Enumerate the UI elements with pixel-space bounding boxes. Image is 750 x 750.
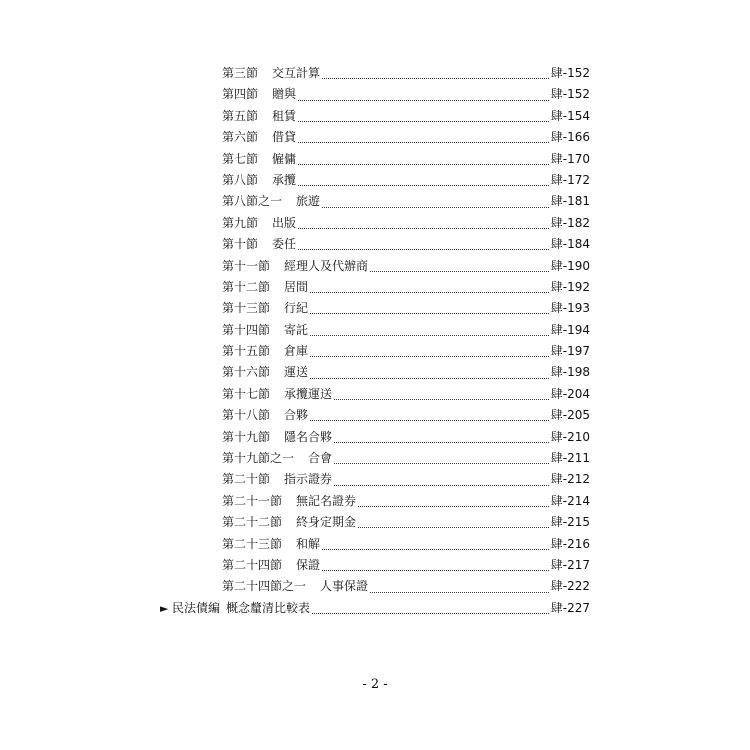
toc-entry-page: 肆-216 [550,536,590,551]
toc-entry[interactable] [160,106,590,127]
toc-entry-page: 肆-193 [550,301,590,316]
toc-entry[interactable] [160,213,590,234]
toc-entry-label: 第二十四節 [222,557,283,572]
toc-entry-page: 肆-152 [550,66,590,80]
dot-leader [322,549,549,550]
toc-entry-title: 僱傭 [272,151,297,166]
toc-entry-page: 肆-190 [550,258,590,273]
toc-entry-title: 保證 [296,557,321,572]
toc-entry[interactable] [160,491,590,512]
toc-entry[interactable] [160,555,590,576]
toc-entry-title: 寄託 [284,322,309,337]
toc-entry[interactable] [160,384,590,405]
toc-entry-label: 第四節 [222,87,259,102]
toc-entry-label: 第二十一節 [222,493,283,508]
toc-entry-title: 合會 [308,451,333,466]
toc-entry-title: 借貸 [272,130,297,145]
toc-entry[interactable] [160,63,590,84]
toc-entry-title: 倉庫 [284,344,309,359]
toc-list [160,63,590,598]
toc-entry[interactable] [160,84,590,105]
toc-entry-title: 經理人及代辦商 [284,258,369,273]
dot-leader [310,335,549,336]
dot-leader [334,485,549,486]
toc-entry-label: 第十節 [222,237,259,252]
toc-entry-label: 第二十二節 [222,515,283,530]
dot-leader [334,442,549,443]
dot-leader [310,356,549,357]
toc-entry-title: 概念釐清比較表 [226,600,311,615]
toc-entry-title: 委任 [272,237,297,252]
dot-leader [334,463,549,464]
toc-entry-page: 肆-204 [550,386,590,401]
toc-entry-label: 第十七節 [222,386,271,401]
toc-entry-label: 第十九節之一 [222,451,295,466]
toc-entry-title: 指示證券 [284,472,333,487]
toc-entry-title: 居間 [284,279,309,294]
table-of-contents [160,63,590,619]
toc-entry[interactable] [160,448,590,469]
toc-entry-title: 行紀 [284,301,309,316]
toc-entry-page: 肆-222 [550,579,590,594]
dot-leader [358,506,549,507]
toc-entry[interactable] [160,405,590,426]
dot-leader [310,313,549,314]
toc-entry-label: 第十四節 [222,322,271,337]
toc-entry-title: 旅遊 [296,194,321,209]
toc-entry[interactable] [160,427,590,448]
toc-entry-label: 第八節之一 [222,194,283,209]
toc-entry-label: 第十三節 [222,301,271,316]
toc-entry-page: 肆-211 [550,451,590,466]
toc-entry-page: 肆-214 [550,493,590,508]
toc-entry-title: 隱名合夥 [284,429,333,444]
toc-entry[interactable] [160,127,590,148]
toc-entry-page: 肆-182 [550,215,590,230]
toc-entry-label: 第六節 [222,130,259,145]
toc-entry[interactable] [160,362,590,383]
toc-entry-title: 無記名證券 [296,493,357,508]
dot-leader [310,420,549,421]
toc-entry-label: 第十六節 [222,365,271,380]
dot-leader [322,78,549,79]
toc-entry-label: 民法債編 [172,600,221,615]
dot-leader [298,185,549,186]
toc-entry[interactable] [160,170,590,191]
page-number: - 2 - [362,677,388,692]
dot-leader [298,164,549,165]
dot-leader [298,249,549,250]
toc-entry-page: 肆-152 [550,87,590,102]
toc-entry[interactable] [160,320,590,341]
dot-leader [334,399,549,400]
toc-entry-title: 出版 [272,215,297,230]
toc-entry-title: 租賃 [272,108,297,123]
toc-entry-page: 肆-198 [550,365,590,380]
toc-entry[interactable] [160,191,590,212]
dot-leader [358,527,549,528]
dot-leader [322,207,549,208]
toc-entry-label: 第二十節 [222,472,271,487]
toc-entry[interactable] [160,277,590,298]
dot-leader [298,228,549,229]
toc-entry-label: 第二十四節之一 [222,579,307,594]
toc-entry-title: 和解 [296,536,321,551]
toc-entry-label: 第十二節 [222,279,271,294]
toc-entry-label: 第十八節 [222,408,271,423]
toc-entry-title: 贈與 [272,87,297,102]
toc-entry-page: 肆-166 [550,130,590,145]
toc-entry-label: 第十五節 [222,344,271,359]
toc-entry-page: 肆-197 [550,344,590,359]
dot-leader [370,592,549,593]
toc-entry-page: 肆-184 [550,237,590,252]
toc-entry[interactable] [160,512,590,533]
toc-entry[interactable] [160,534,590,555]
toc-entry-page: 肆-210 [550,429,590,444]
dot-leader [322,570,549,571]
toc-entry-page: 肆-172 [550,172,590,187]
toc-entry-page: 肆-212 [550,472,590,487]
toc-entry[interactable] [160,149,590,170]
dot-leader [370,271,549,272]
toc-entry-title: 運送 [284,365,309,380]
dot-leader [310,378,549,379]
toc-entry-label: 第七節 [222,151,259,166]
toc-entry[interactable] [160,234,590,255]
toc-entry-page: 肆-181 [550,194,590,209]
dot-leader [298,121,549,122]
toc-entry-page: 肆-170 [550,151,590,166]
toc-entry-page: 肆-215 [550,515,590,530]
toc-entry-page: 肆-154 [550,108,590,123]
toc-entry-page: 肆-227 [550,600,590,615]
toc-entry[interactable] [160,298,590,319]
toc-entry-label: 第十一節 [222,258,271,273]
toc-entry-page: 肆-217 [550,557,590,572]
toc-entry-label: 第十九節 [222,429,271,444]
toc-entry[interactable] [160,469,590,490]
toc-entry[interactable] [160,341,590,362]
dot-leader [298,142,549,143]
dot-leader [298,100,549,101]
dot-leader [310,292,549,293]
triangle-marker-icon: ► [160,601,169,615]
toc-entry-title: 承攬 [272,172,297,187]
toc-entry-label: 第三節 [222,66,259,80]
toc-entry-label: 第八節 [222,172,259,187]
toc-entry-title: 交互計算 [272,66,321,80]
toc-entry-title: 終身定期金 [296,515,357,530]
toc-entry[interactable] [160,576,590,597]
toc-final-entry[interactable] [160,598,590,619]
toc-entry-title: 合夥 [284,408,309,423]
toc-entry[interactable] [160,256,590,277]
toc-entry-page: 肆-205 [550,408,590,423]
toc-entry-title: 承攬運送 [284,386,333,401]
dot-leader [312,613,549,614]
toc-entry-label: 第九節 [222,215,259,230]
toc-entry-title: 人事保證 [320,579,369,594]
toc-entry-label: 第五節 [222,108,259,123]
toc-entry-label: 第二十三節 [222,536,283,551]
toc-entry-page: 肆-192 [550,279,590,294]
toc-entry-page: 肆-194 [550,322,590,337]
